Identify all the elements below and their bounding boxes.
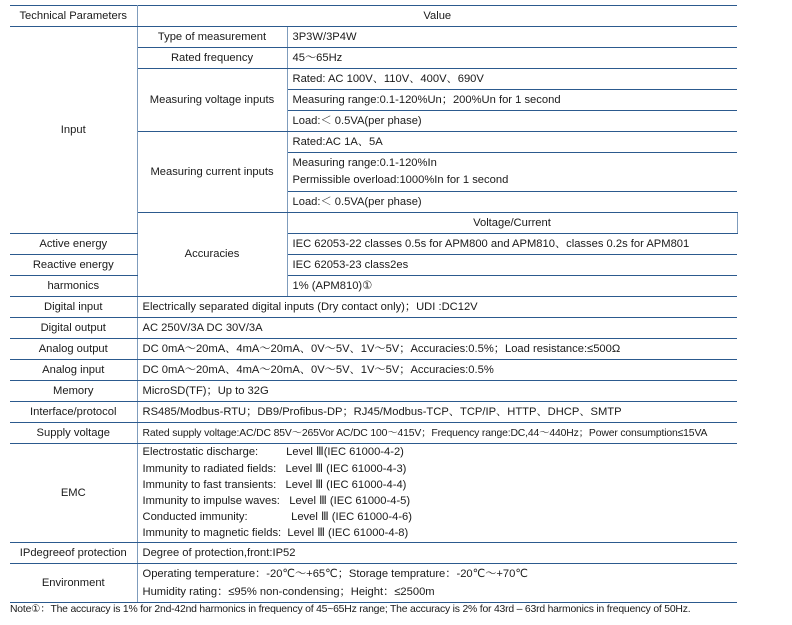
table-row — [10, 297, 737, 318]
param-digital-output: Digital output — [10, 318, 137, 339]
value-voltage-rated: Rated: AC 100V、110V、400V、690V — [287, 69, 737, 90]
technical-parameters-table — [10, 5, 737, 603]
value-rated-frequency: 45～65Hz — [287, 48, 737, 69]
param-ip-protection: IPdegreeof protection — [10, 543, 137, 564]
value-current-range: Measuring range:0.1-120%In — [292, 157, 437, 169]
param-analog-output: Analog output — [10, 339, 137, 360]
emc-line: Conducted immunity: Level Ⅲ (IEC 61000-4-6) — [142, 511, 412, 524]
value-environment — [137, 564, 737, 603]
header-value: Value — [137, 6, 737, 27]
param-active-energy: Active energy — [10, 234, 137, 255]
table-row — [10, 360, 737, 381]
param-voltage-current: Voltage/Current — [287, 213, 737, 234]
value-analog-input: DC 0mA～20mA、4mA～20mA、0V～5V、1V～5V；Accuracies:0.5% — [137, 360, 737, 381]
value-active-energy: IEC 62053-22 classes 0.5s for APM800 and APM810、classes 0.2s for APM801 — [287, 234, 737, 255]
footnote: Note①：The accuracy is 1% for 2nd-42nd harmonics in frequency of 45~65Hz range; The accuracy is 2% for 43rd – 63rd harmonics in frequency of 50Hz. — [10, 604, 691, 615]
param-harmonics: harmonics — [10, 276, 137, 297]
param-voltage-inputs: Measuring voltage inputs — [137, 69, 287, 132]
emc-line: Immunity to fast transients: Level Ⅲ (IEC 61000-4-4) — [142, 478, 407, 491]
value-harmonics: 1% (APM810)① — [287, 276, 737, 297]
environment-line: Operating temperature：-20℃～+65℃；Storage temprature：-20℃～+70℃ — [142, 568, 528, 580]
value-reactive-energy: IEC 62053-23 class2es — [287, 255, 737, 276]
emc-line: Immunity to radiated fields: Level Ⅲ (IEC 61000-4-3) — [142, 462, 407, 475]
table-row — [10, 381, 737, 402]
table-row — [10, 339, 737, 360]
param-environment: Environment — [10, 564, 137, 603]
header-technical-parameters: Technical Parameters — [10, 6, 137, 27]
table-row — [10, 234, 737, 255]
value-voltage-load: Load:＜ 0.5VA(per phase) — [287, 111, 737, 132]
param-rated-frequency: Rated frequency — [137, 48, 287, 69]
emc-line: Electrostatic discharge: Level Ⅲ(IEC 61000-4-2) — [142, 446, 404, 459]
value-digital-input: Electrically separated digital inputs (Dry contact only)；UDI :DC12V — [137, 297, 737, 318]
param-type-of-measurement: Type of measurement — [137, 27, 287, 48]
table-row — [10, 543, 737, 564]
value-interface-protocol: RS485/Modbus-RTU；DB9/Profibus-DP；RJ45/Modbus-TCP、TCP/IP、HTTP、DHCP、SMTP — [137, 402, 737, 423]
value-current-range-overload — [287, 153, 737, 192]
table-header-row — [10, 6, 737, 27]
param-supply-voltage: Supply voltage — [10, 423, 137, 444]
value-analog-output: DC 0mA～20mA、4mA～20mA、0V～5V、1V～5V；Accuracies:0.5%；Load resistance:≤500Ω — [137, 339, 737, 360]
emc-line: Immunity to impulse waves: Level Ⅲ (IEC 61000-4-5) — [142, 495, 411, 507]
value-type-of-measurement: 3P3W/3P4W — [287, 27, 737, 48]
param-digital-input: Digital input — [10, 297, 137, 318]
table-row — [10, 27, 737, 48]
value-emc — [137, 444, 737, 543]
param-memory: Memory — [10, 381, 137, 402]
value-voltage-range: Measuring range:0.1-120%Un；200%Un for 1 second — [287, 90, 737, 111]
table-row — [10, 255, 737, 276]
param-analog-input: Analog input — [10, 360, 137, 381]
environment-line: Humidity rating：≤95% non-condensing；Height：≤2500m — [142, 586, 435, 598]
table-row — [10, 402, 737, 423]
emc-line: Immunity to magnetic fields: Level Ⅲ (IEC 61000-4-8) — [142, 527, 409, 540]
param-current-inputs: Measuring current inputs — [137, 132, 287, 213]
table-row — [10, 276, 737, 297]
param-emc: EMC — [10, 444, 137, 543]
table-row — [10, 318, 737, 339]
value-current-load: Load:＜ 0.5VA(per phase) — [287, 192, 737, 213]
value-supply-voltage: Rated supply voltage:AC/DC 85V～265Vor AC/DC 100～415V；Frequency range:DC,44～440Hz；Power consumption≤15VA — [137, 423, 737, 444]
group-accuracies: Accuracies — [137, 213, 287, 297]
value-ip-protection: Degree of protection,front:IP52 — [137, 543, 737, 564]
table-row — [10, 564, 737, 603]
table-row — [10, 423, 737, 444]
table-row — [10, 444, 737, 543]
value-memory: MicroSD(TF)；Up to 32G — [137, 381, 737, 402]
value-digital-output: AC 250V/3A DC 30V/3A — [137, 318, 737, 339]
param-reactive-energy: Reactive energy — [10, 255, 137, 276]
value-current-overload: Permissible overload:1000%In for 1 second — [292, 174, 509, 186]
group-input: Input — [10, 27, 137, 234]
value-current-rated: Rated:AC 1A、5A — [287, 132, 737, 153]
param-interface-protocol: Interface/protocol — [10, 402, 137, 423]
